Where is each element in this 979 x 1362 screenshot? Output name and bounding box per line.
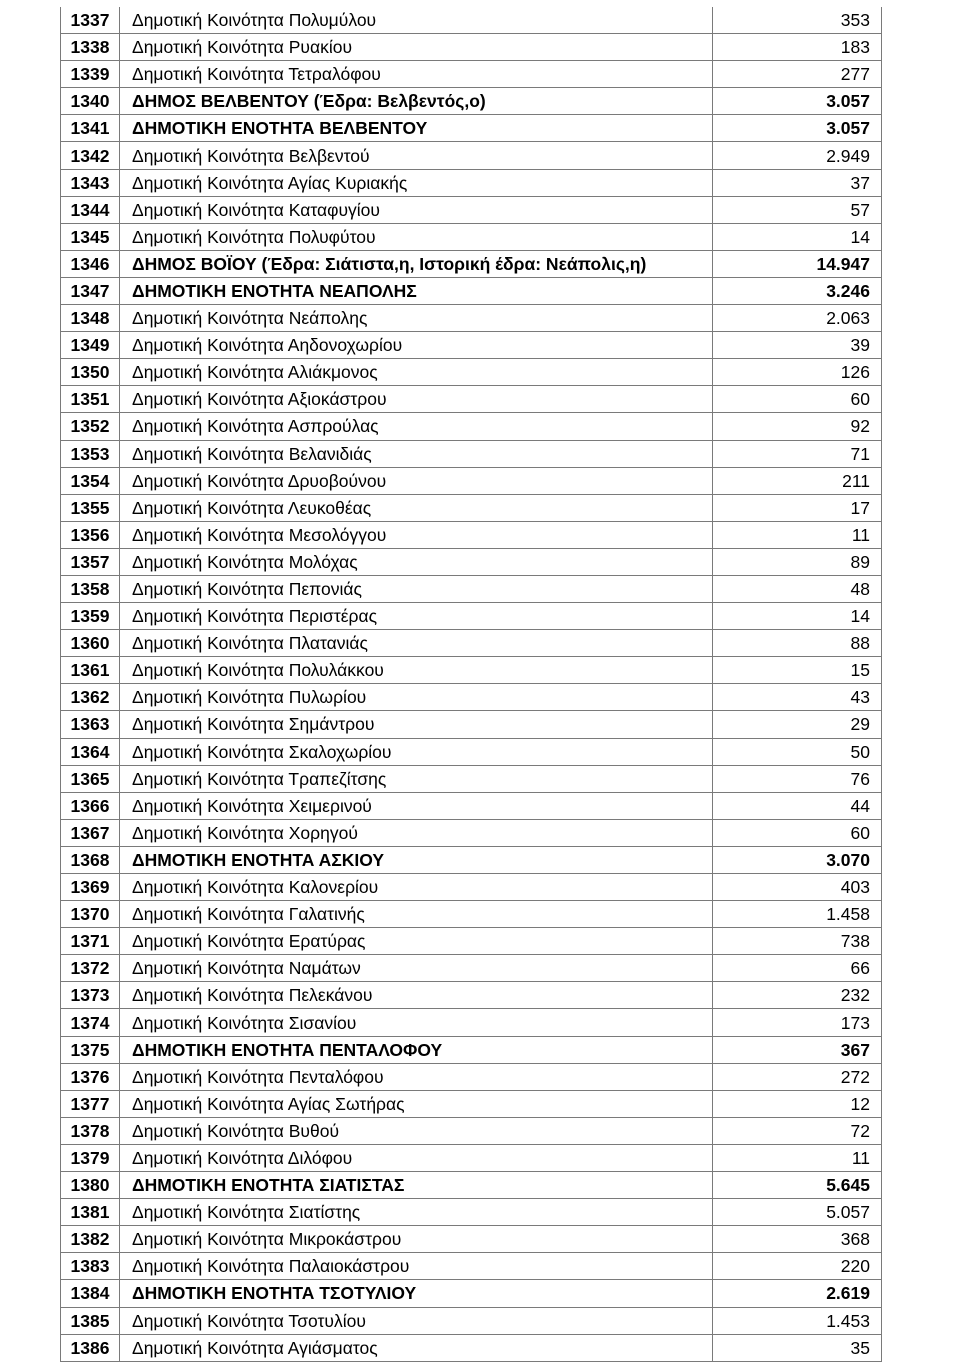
table-row [61, 874, 882, 901]
row-number: 1363 [61, 711, 120, 738]
table-row [61, 7, 882, 34]
row-number: 1341 [61, 115, 120, 142]
area-name: ΔΗΜΟΤΙΚΗ ΕΝΟΤΗΤΑ ΒΕΛΒΕΝΤΟΥ [120, 115, 713, 142]
row-number: 1365 [61, 765, 120, 792]
population-value: 88 [713, 630, 882, 657]
area-name: Δημοτική Κοινότητα Πολυφύτου [120, 223, 713, 250]
population-value: 3.057 [713, 115, 882, 142]
area-name: Δημοτική Κοινότητα Διλόφου [120, 1144, 713, 1171]
table-row [61, 34, 882, 61]
row-number: 1368 [61, 846, 120, 873]
row-number: 1373 [61, 982, 120, 1009]
area-name: Δημοτική Κοινότητα Μικροκάστρου [120, 1226, 713, 1253]
table-row [61, 738, 882, 765]
row-number: 1344 [61, 196, 120, 223]
population-value: 15 [713, 657, 882, 684]
table-row [61, 413, 882, 440]
population-value: 92 [713, 413, 882, 440]
area-name: Δημοτική Κοινότητα Γαλατινής [120, 901, 713, 928]
area-name: Δημοτική Κοινότητα Βελανιδιάς [120, 440, 713, 467]
population-value: 35 [713, 1334, 882, 1361]
area-name: Δημοτική Κοινότητα Ρυακίου [120, 34, 713, 61]
population-value: 76 [713, 765, 882, 792]
population-value: 11 [713, 1144, 882, 1171]
row-number: 1361 [61, 657, 120, 684]
population-value: 220 [713, 1253, 882, 1280]
population-value: 353 [713, 7, 882, 34]
population-value: 1.453 [713, 1307, 882, 1334]
row-number: 1374 [61, 1009, 120, 1036]
row-number: 1382 [61, 1226, 120, 1253]
row-number: 1359 [61, 603, 120, 630]
table-row [61, 196, 882, 223]
population-value: 71 [713, 440, 882, 467]
population-value: 738 [713, 928, 882, 955]
table-row [61, 630, 882, 657]
row-number: 1371 [61, 928, 120, 955]
area-name: Δημοτική Κοινότητα Ερατύρας [120, 928, 713, 955]
table-row [61, 88, 882, 115]
table-row [61, 982, 882, 1009]
population-value: 57 [713, 196, 882, 223]
population-value: 66 [713, 955, 882, 982]
population-value: 3.070 [713, 846, 882, 873]
population-value: 17 [713, 494, 882, 521]
area-name: Δημοτική Κοινότητα Αλιάκμονος [120, 359, 713, 386]
table-row [61, 440, 882, 467]
area-name: ΔΗΜΟΤΙΚΗ ΕΝΟΤΗΤΑ ΤΣΟΤΥΛΙΟΥ [120, 1280, 713, 1307]
table-row [61, 1036, 882, 1063]
area-name: Δημοτική Κοινότητα Καταφυγίου [120, 196, 713, 223]
row-number: 1366 [61, 792, 120, 819]
population-value: 14.947 [713, 250, 882, 277]
population-value: 44 [713, 792, 882, 819]
row-number: 1380 [61, 1172, 120, 1199]
table-row [61, 1199, 882, 1226]
table-row [61, 765, 882, 792]
area-name: Δημοτική Κοινότητα Ναμάτων [120, 955, 713, 982]
row-number: 1375 [61, 1036, 120, 1063]
table-row [61, 1172, 882, 1199]
population-value: 3.246 [713, 277, 882, 304]
population-value: 368 [713, 1226, 882, 1253]
table-row [61, 657, 882, 684]
area-name: Δημοτική Κοινότητα Μολόχας [120, 548, 713, 575]
area-name: Δημοτική Κοινότητα Τετραλόφου [120, 61, 713, 88]
population-value: 60 [713, 819, 882, 846]
row-number: 1381 [61, 1199, 120, 1226]
table-row [61, 467, 882, 494]
table-row [61, 332, 882, 359]
table-row [61, 521, 882, 548]
table-row [61, 711, 882, 738]
row-number: 1370 [61, 901, 120, 928]
table-row [61, 792, 882, 819]
row-number: 1349 [61, 332, 120, 359]
table-row [61, 548, 882, 575]
row-number: 1385 [61, 1307, 120, 1334]
table-row [61, 901, 882, 928]
area-name: Δημοτική Κοινότητα Σισανίου [120, 1009, 713, 1036]
row-number: 1343 [61, 169, 120, 196]
row-number: 1372 [61, 955, 120, 982]
population-value: 43 [713, 684, 882, 711]
area-name: Δημοτική Κοινότητα Δρυοβούνου [120, 467, 713, 494]
row-number: 1352 [61, 413, 120, 440]
table-body [61, 7, 882, 1361]
area-name: Δημοτική Κοινότητα Νεάπολης [120, 305, 713, 332]
population-value: 50 [713, 738, 882, 765]
area-name: ΔΗΜΟΤΙΚΗ ΕΝΟΤΗΤΑ ΠΕΝΤΑΛΟΦΟΥ [120, 1036, 713, 1063]
table-row [61, 277, 882, 304]
area-name: Δημοτική Κοινότητα Ασπρούλας [120, 413, 713, 440]
area-name: ΔΗΜΟΣ ΒΟΪΟΥ (Έδρα: Σιάτιστα,η, Ιστορική έδρα: Νεάπολις,η) [120, 250, 713, 277]
area-name: Δημοτική Κοινότητα Πενταλόφου [120, 1063, 713, 1090]
row-number: 1339 [61, 61, 120, 88]
table-row [61, 1063, 882, 1090]
row-number: 1337 [61, 7, 120, 34]
table-row [61, 250, 882, 277]
area-name: Δημοτική Κοινότητα Χορηγού [120, 819, 713, 846]
row-number: 1357 [61, 548, 120, 575]
area-name: Δημοτική Κοινότητα Μεσολόγγου [120, 521, 713, 548]
row-number: 1386 [61, 1334, 120, 1361]
row-number: 1360 [61, 630, 120, 657]
table-row [61, 1253, 882, 1280]
table-row [61, 1009, 882, 1036]
population-value: 72 [713, 1117, 882, 1144]
table-row [61, 846, 882, 873]
row-number: 1384 [61, 1280, 120, 1307]
row-number: 1383 [61, 1253, 120, 1280]
area-name: Δημοτική Κοινότητα Καλονερίου [120, 874, 713, 901]
population-value: 3.057 [713, 88, 882, 115]
area-name: Δημοτική Κοινότητα Αγίας Σωτήρας [120, 1090, 713, 1117]
area-name: Δημοτική Κοινότητα Τσοτυλίου [120, 1307, 713, 1334]
population-value: 211 [713, 467, 882, 494]
table-row [61, 61, 882, 88]
row-number: 1342 [61, 142, 120, 169]
population-value: 48 [713, 575, 882, 602]
table-row [61, 305, 882, 332]
row-number: 1367 [61, 819, 120, 846]
population-table [60, 7, 882, 1362]
row-number: 1362 [61, 684, 120, 711]
population-value: 5.057 [713, 1199, 882, 1226]
area-name: ΔΗΜΟΤΙΚΗ ΕΝΟΤΗΤΑ ΣΙΑΤΙΣΤΑΣ [120, 1172, 713, 1199]
area-name: Δημοτική Κοινότητα Βυθού [120, 1117, 713, 1144]
table-row [61, 115, 882, 142]
row-number: 1345 [61, 223, 120, 250]
table-row [61, 1117, 882, 1144]
population-value: 12 [713, 1090, 882, 1117]
population-value: 29 [713, 711, 882, 738]
area-name: Δημοτική Κοινότητα Βελβεντού [120, 142, 713, 169]
population-value: 183 [713, 34, 882, 61]
table-row [61, 1090, 882, 1117]
row-number: 1338 [61, 34, 120, 61]
population-value: 272 [713, 1063, 882, 1090]
row-number: 1378 [61, 1117, 120, 1144]
row-number: 1353 [61, 440, 120, 467]
table-row [61, 684, 882, 711]
population-value: 2.063 [713, 305, 882, 332]
area-name: Δημοτική Κοινότητα Σημάντρου [120, 711, 713, 738]
area-name: Δημοτική Κοινότητα Αξιοκάστρου [120, 386, 713, 413]
population-value: 1.458 [713, 901, 882, 928]
population-value: 232 [713, 982, 882, 1009]
area-name: Δημοτική Κοινότητα Σιατίστης [120, 1199, 713, 1226]
row-number: 1346 [61, 250, 120, 277]
area-name: Δημοτική Κοινότητα Πολυμύλου [120, 7, 713, 34]
population-value: 11 [713, 521, 882, 548]
population-value: 277 [713, 61, 882, 88]
population-value: 39 [713, 332, 882, 359]
population-value: 89 [713, 548, 882, 575]
table-row [61, 386, 882, 413]
population-value: 37 [713, 169, 882, 196]
area-name: Δημοτική Κοινότητα Τραπεζίτσης [120, 765, 713, 792]
row-number: 1355 [61, 494, 120, 521]
area-name: Δημοτική Κοινότητα Αγιάσματος [120, 1334, 713, 1361]
table-row [61, 223, 882, 250]
area-name: ΔΗΜΟΣ ΒΕΛΒΕΝΤΟΥ (Έδρα: Βελβεντός,ο) [120, 88, 713, 115]
row-number: 1356 [61, 521, 120, 548]
population-value: 14 [713, 603, 882, 630]
table-row [61, 142, 882, 169]
table-row [61, 819, 882, 846]
area-name: Δημοτική Κοινότητα Πυλωρίου [120, 684, 713, 711]
table-row [61, 1280, 882, 1307]
row-number: 1379 [61, 1144, 120, 1171]
row-number: 1348 [61, 305, 120, 332]
population-value: 2.949 [713, 142, 882, 169]
table-row [61, 169, 882, 196]
row-number: 1377 [61, 1090, 120, 1117]
table-row [61, 603, 882, 630]
table-row [61, 1307, 882, 1334]
area-name: Δημοτική Κοινότητα Πεπονιάς [120, 575, 713, 602]
table-row [61, 928, 882, 955]
population-value: 2.619 [713, 1280, 882, 1307]
population-value: 367 [713, 1036, 882, 1063]
population-value: 173 [713, 1009, 882, 1036]
table-row [61, 575, 882, 602]
area-name: Δημοτική Κοινότητα Λευκοθέας [120, 494, 713, 521]
population-value: 14 [713, 223, 882, 250]
area-name: Δημοτική Κοινότητα Παλαιοκάστρου [120, 1253, 713, 1280]
area-name: Δημοτική Κοινότητα Πολυλάκκου [120, 657, 713, 684]
row-number: 1376 [61, 1063, 120, 1090]
area-name: Δημοτική Κοινότητα Αηδονοχωρίου [120, 332, 713, 359]
area-name: ΔΗΜΟΤΙΚΗ ΕΝΟΤΗΤΑ ΝΕΑΠΟΛΗΣ [120, 277, 713, 304]
row-number: 1369 [61, 874, 120, 901]
population-value: 126 [713, 359, 882, 386]
row-number: 1351 [61, 386, 120, 413]
population-value: 403 [713, 874, 882, 901]
table-row [61, 494, 882, 521]
area-name: Δημοτική Κοινότητα Πελεκάνου [120, 982, 713, 1009]
population-value: 5.645 [713, 1172, 882, 1199]
population-value: 60 [713, 386, 882, 413]
table-row [61, 1334, 882, 1361]
table-row [61, 1226, 882, 1253]
row-number: 1350 [61, 359, 120, 386]
area-name: Δημοτική Κοινότητα Χειμερινού [120, 792, 713, 819]
table-row [61, 359, 882, 386]
area-name: ΔΗΜΟΤΙΚΗ ΕΝΟΤΗΤΑ ΑΣΚΙΟΥ [120, 846, 713, 873]
area-name: Δημοτική Κοινότητα Πλατανιάς [120, 630, 713, 657]
row-number: 1340 [61, 88, 120, 115]
area-name: Δημοτική Κοινότητα Περιστέρας [120, 603, 713, 630]
table-row [61, 1144, 882, 1171]
row-number: 1354 [61, 467, 120, 494]
area-name: Δημοτική Κοινότητα Σκαλοχωρίου [120, 738, 713, 765]
table-row [61, 955, 882, 982]
row-number: 1358 [61, 575, 120, 602]
area-name: Δημοτική Κοινότητα Αγίας Κυριακής [120, 169, 713, 196]
row-number: 1364 [61, 738, 120, 765]
row-number: 1347 [61, 277, 120, 304]
